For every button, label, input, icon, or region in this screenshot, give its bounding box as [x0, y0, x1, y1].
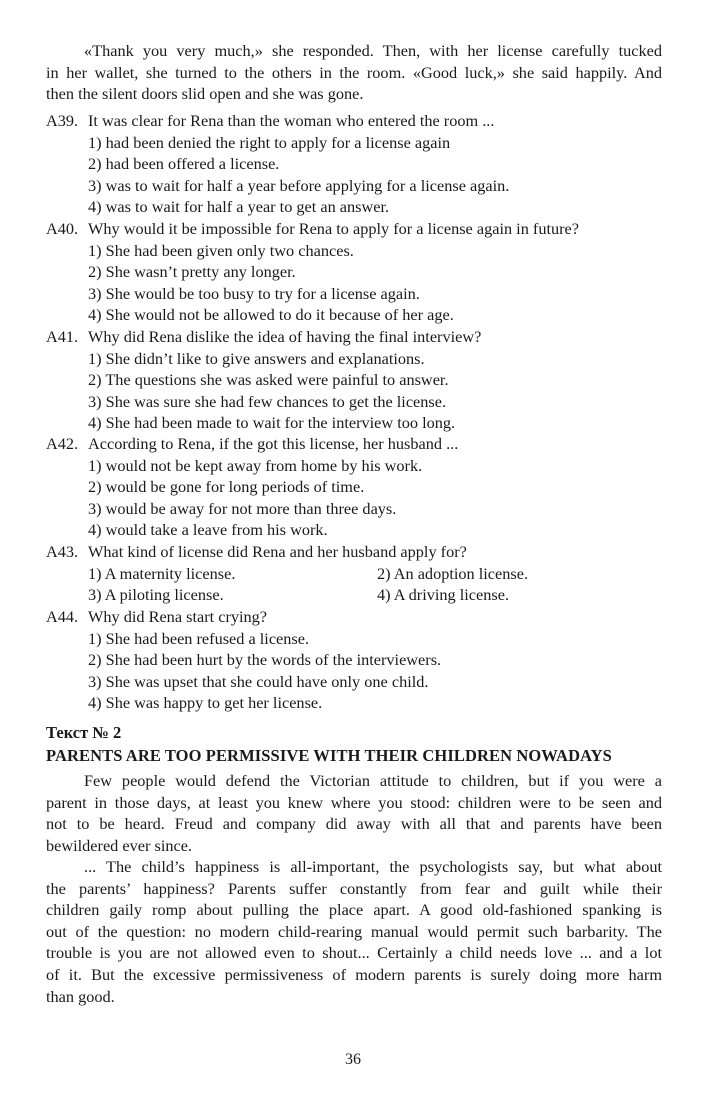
paragraph-line: out of the question: no modern child-rearing manual would permit such barbarity. The — [46, 921, 662, 941]
answer-option-row — [46, 584, 666, 606]
question-text: It was clear for Rena than the woman who entered the room ... — [88, 111, 495, 130]
question-a40 — [46, 218, 666, 326]
question-stem — [46, 326, 666, 348]
question-a43 — [46, 541, 666, 606]
question-text: According to Rena, if the got this license, her husband ... — [88, 434, 459, 453]
question-number: A41. — [46, 327, 79, 346]
answer-option: 1) She didn’t like to give answers and explanations. — [88, 348, 425, 368]
answer-option: 3) was to wait for half a year before applying for a license again. — [88, 175, 510, 195]
paragraph-line: than good. — [46, 986, 115, 1006]
answer-option: 4) She was happy to get her license. — [88, 693, 323, 713]
answer-option: 4) would take a leave from his work. — [88, 520, 328, 540]
answer-option: 1) had been denied the right to apply for a license again — [88, 132, 451, 152]
answer-option: 2) would be gone for long periods of time. — [88, 477, 365, 497]
question-a41 — [46, 326, 666, 434]
question-number: A42. — [46, 434, 79, 453]
intro-line: «Thank you very much,» she responded. Then, with her license carefully tucked — [84, 41, 662, 60]
section-label: Текст № 2 — [46, 723, 122, 742]
question-stem — [46, 218, 666, 240]
answer-option: 3) She was upset that she could have only one child. — [88, 671, 429, 691]
paragraph-line: parent in those days, at least you knew where you stood: children were to be seen and — [46, 792, 662, 812]
intro-line: in her wallet, she turned to the others in the room. «Good luck,» she said happily. And — [46, 62, 662, 82]
paragraph-line: ... The child’s happiness is all-important, the psychologists say, but what about — [84, 857, 662, 876]
answer-option: 1) A maternity license. — [88, 563, 236, 583]
answer-option: 1) She had been given only two chances. — [88, 240, 354, 260]
paragraph-line: bewildered ever since. — [46, 835, 193, 855]
answer-option: 2) She had been hurt by the words of the interviewers. — [88, 650, 442, 670]
section-title: PARENTS ARE TOO PERMISSIVE WITH THEIR CHILDREN NOWADAYS — [46, 746, 612, 765]
answer-option: 3) She was sure she had few chances to get the license. — [88, 391, 447, 411]
answer-option: 4) A driving license. — [377, 585, 510, 605]
answer-option: 2) She wasn’t pretty any longer. — [88, 262, 296, 282]
answer-option: 1) would not be kept away from home by his work. — [88, 455, 423, 475]
question-stem — [46, 433, 666, 455]
question-number: A40. — [46, 219, 79, 238]
page-number: 36 — [345, 1051, 361, 1068]
question-stem — [46, 606, 666, 628]
paragraph-line: not to be heard. Freud and company did away with all that and parents have been — [46, 814, 662, 834]
answer-option-row — [46, 563, 666, 585]
question-a39 — [46, 110, 666, 218]
answer-option: 4) was to wait for half a year to get an answer. — [88, 197, 390, 217]
question-number: A39. — [46, 111, 79, 130]
paragraph-line: of it. But the excessive permissiveness of modern parents is surely doing more harm — [46, 964, 662, 984]
answer-option: 2) had been offered a license. — [88, 154, 280, 174]
question-stem — [46, 110, 666, 132]
answer-option: 3) She would be too busy to try for a license again. — [88, 283, 420, 303]
question-number: A43. — [46, 542, 79, 561]
paragraph-line: Few people would defend the Victorian attitude to children, but if you were a — [84, 771, 662, 790]
answer-option: 2) An adoption license. — [377, 563, 529, 583]
text2-paragraph-1 — [46, 770, 662, 856]
question-number: A44. — [46, 607, 79, 626]
answer-option: 3) A piloting license. — [88, 585, 224, 605]
paragraph-line: the parents’ happiness? Parents suffer constantly from fear and guilt while their — [46, 878, 662, 898]
question-text: Why did Rena dislike the idea of having the final interview? — [88, 327, 482, 346]
question-text: Why did Rena start crying? — [88, 607, 268, 626]
question-text: What kind of license did Rena and her husband apply for? — [88, 542, 467, 561]
text2-paragraph-2 — [46, 856, 662, 1007]
paragraph-line: children gaily romp about pulling the place apart. A good old-fashioned spanking is — [46, 900, 662, 920]
answer-option: 2) The questions she was asked were painful to answer. — [88, 370, 449, 390]
intro-line: then the silent doors slid open and she was gone. — [46, 84, 364, 104]
question-a44 — [46, 606, 666, 714]
answer-option: 4) She would not be allowed to do it because of her age. — [88, 305, 454, 325]
answer-option: 1) She had been refused a license. — [88, 628, 310, 648]
answer-option: 4) She had been made to wait for the interview too long. — [88, 413, 456, 433]
question-stem — [46, 541, 666, 563]
paragraph-line: trouble is you are not allowed even to shout... Certainly a child needs love ... and a lot — [46, 943, 662, 963]
answer-option: 3) would be away for not more than three days. — [88, 498, 397, 518]
intro-paragraph — [46, 40, 662, 105]
question-a42 — [46, 433, 666, 541]
question-text: Why would it be impossible for Rena to apply for a license again in future? — [88, 219, 580, 238]
